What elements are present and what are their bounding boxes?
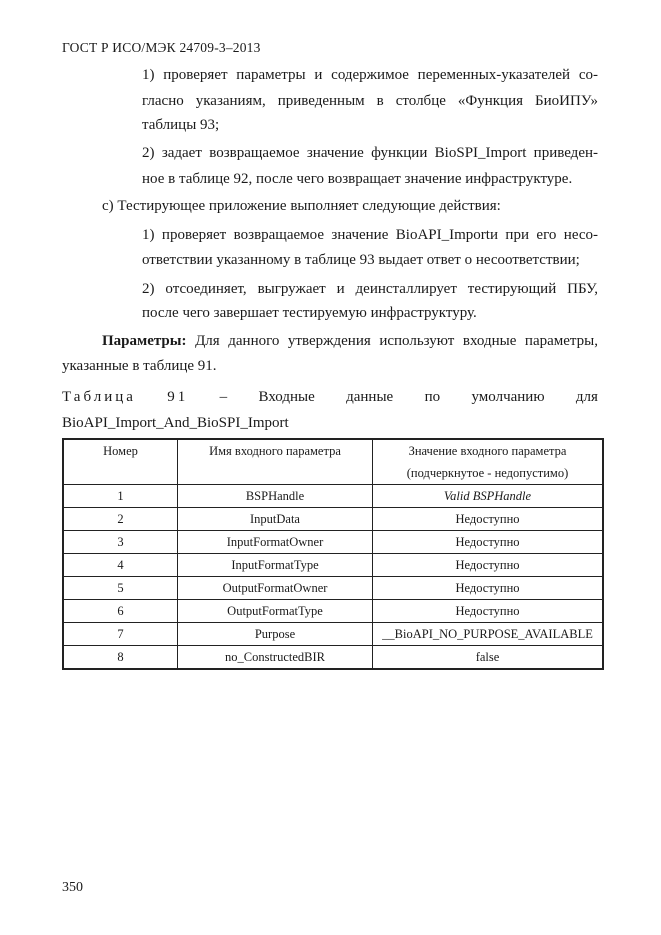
cell-number: 7 (63, 623, 178, 646)
cell-param-name: Purpose (178, 623, 373, 646)
caption-word-1: Входные (258, 389, 315, 405)
params-text-line1: Для данного утверждения используют входные параметры, (186, 333, 598, 349)
cell-param-name: OutputFormatOwner (178, 577, 373, 600)
cell-number: 2 (63, 508, 178, 531)
caption-word-table: Таблица (62, 389, 136, 405)
cell-number: 8 (63, 646, 178, 670)
cell-number: 4 (63, 554, 178, 577)
item-c: с) Тестирующее приложение выполняет следующие действия: (102, 198, 501, 214)
table-row (63, 646, 603, 670)
col-header-value-line1: Значение входного параметра (408, 444, 567, 458)
cell-number: 1 (63, 485, 178, 508)
cell-param-value: Недоступно (373, 600, 604, 623)
cell-param-name: no_ConstructedBIR (178, 646, 373, 670)
item-b1-line1: 1) проверяет параметры и содержимое переменных-указателей со- (142, 67, 598, 83)
item-b2-line1: 2) задает возвращаемое значение функции BioSPI_Import приведен- (142, 145, 598, 161)
cell-param-name: InputFormatOwner (178, 531, 373, 554)
table-row (63, 508, 603, 531)
cell-param-value: __BioAPI_NO_PURPOSE_AVAILABLE (373, 623, 604, 646)
cell-number: 5 (63, 577, 178, 600)
item-c1-line1: 1) проверяет возвращаемое значение BioAPI_Importи при его несо- (142, 227, 598, 243)
item-c1-line2: ответствии указанному в таблице 93 выдает ответ о несоответствии; (142, 252, 580, 268)
item-c2-line1: 2) отсоединяет, выгружает и деинсталлирует тестирующий ПБУ, (142, 281, 598, 297)
caption-word-3: по (424, 389, 441, 405)
table-row (63, 485, 603, 508)
cell-param-name: InputData (178, 508, 373, 531)
caption-word-4: умолчанию (471, 389, 545, 405)
caption-word-2: данные (346, 389, 394, 405)
cell-number: 6 (63, 600, 178, 623)
table-header-row (63, 439, 603, 485)
parameters-table (62, 438, 604, 670)
item-b1-line3: таблицы 93; (142, 117, 220, 133)
col-header-param-name: Имя входного параметра (178, 439, 373, 485)
document-header: ГОСТ Р ИСО/МЭК 24709-3–2013 (62, 40, 261, 55)
col-header-value-line2: (подчеркнутое - недопустимо) (406, 466, 569, 480)
table-caption (62, 384, 598, 410)
item-c2-line2: после чего завершает тестируемую инфраструктуру. (142, 305, 477, 321)
caption-number: 91 (167, 389, 189, 405)
table-row (63, 531, 603, 554)
table-row (63, 554, 603, 577)
caption-word-5: для (575, 389, 598, 405)
cell-param-name: BSPHandle (178, 485, 373, 508)
col-header-param-value (373, 439, 604, 485)
caption-dash: – (219, 389, 228, 405)
params-paragraph (62, 328, 598, 354)
cell-param-value: Valid BSPHandle (373, 485, 604, 508)
table-row (63, 600, 603, 623)
params-text-line2: указанные в таблице 91. (62, 358, 217, 374)
cell-param-name: OutputFormatType (178, 600, 373, 623)
table-row (63, 623, 603, 646)
item-b2-line2: ное в таблице 92, после чего возвращает значение инфраструктуре. (142, 171, 573, 187)
cell-param-value: false (373, 646, 604, 670)
page-number: 350 (62, 880, 83, 895)
cell-param-name: InputFormatType (178, 554, 373, 577)
cell-param-value: Недоступно (373, 531, 604, 554)
params-label: Параметры: (102, 333, 187, 349)
cell-number: 3 (63, 531, 178, 554)
cell-param-value: Недоступно (373, 554, 604, 577)
cell-param-value: Недоступно (373, 577, 604, 600)
col-header-number: Номер (63, 439, 178, 485)
table-row (63, 577, 603, 600)
table-caption-line2: BioAPI_Import_And_BioSPI_Import (62, 415, 289, 431)
item-b1-line2: гласно указаниям, приведенным в столбце «Функция БиоИПУ» (142, 93, 598, 109)
cell-param-value: Недоступно (373, 508, 604, 531)
